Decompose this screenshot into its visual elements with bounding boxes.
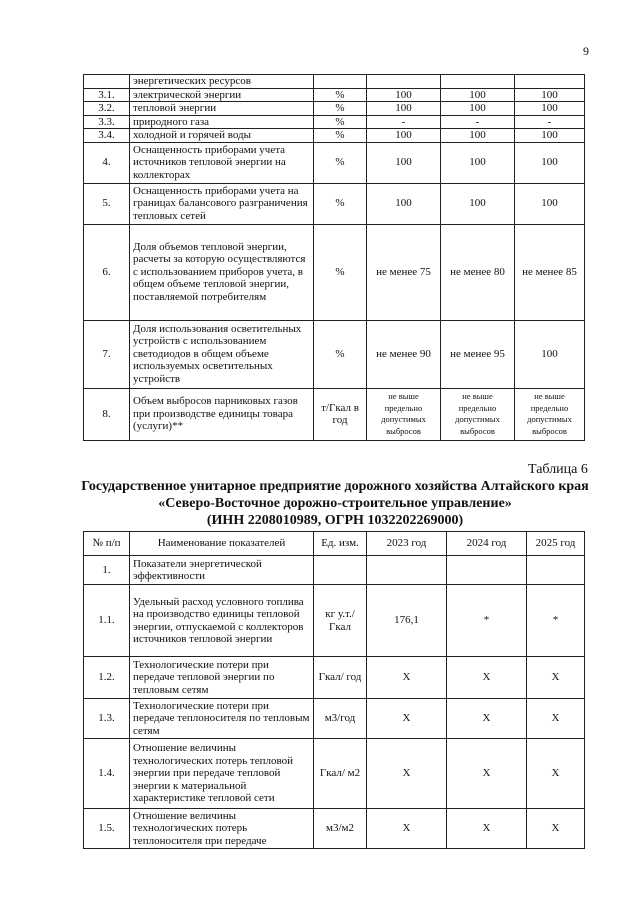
row-num: 1.5. — [84, 809, 130, 849]
header-2025: 2025 год — [527, 532, 585, 556]
row-2025: не менее 85 — [515, 224, 585, 320]
row-unit: % — [314, 129, 367, 143]
row-name: холодной и горячей воды — [130, 129, 314, 143]
row-unit: % — [314, 142, 367, 183]
row-2023: не менее 90 — [367, 320, 441, 388]
row-2024 — [447, 556, 527, 585]
row-num: 3.2. — [84, 102, 130, 116]
row-unit — [314, 556, 367, 585]
row-2025: Х — [527, 657, 585, 699]
row-2025: 100 — [515, 102, 585, 116]
row-name: тепловой энергии — [130, 102, 314, 116]
row-name: Оснащенность приборами учета на границах балансового разграничения тепловых сетей — [130, 183, 314, 224]
row-unit: Гкал/ год — [314, 657, 367, 699]
row-num: 7. — [84, 320, 130, 388]
page-number: 9 — [583, 44, 589, 58]
row-name: Отношение величины технологических потерь теплоносителя при передаче — [130, 809, 314, 849]
row-2024: 100 — [441, 142, 515, 183]
row-name: Объем выбросов парниковых газов при производстве единицы товара (услуги)** — [130, 388, 314, 440]
row-2023: Х — [367, 657, 447, 699]
org-name: Государственное унитарное предприятие дорожного хозяйства Алтайского края «Северо-Восточное дорожно-строительное управление» — [81, 479, 589, 511]
table-row — [84, 320, 585, 388]
row-2023: 100 — [367, 183, 441, 224]
row-unit: кг у.т./ Гкал — [314, 585, 367, 657]
row-2024: 100 — [441, 88, 515, 102]
table-continued — [83, 74, 585, 441]
table-row — [84, 102, 585, 116]
row-num: 1. — [84, 556, 130, 585]
row-2025: - — [515, 115, 585, 129]
row-num: 6. — [84, 224, 130, 320]
row-2025: 100 — [515, 320, 585, 388]
row-unit: % — [314, 102, 367, 116]
row-2025: Х — [527, 739, 585, 809]
row-2025: Х — [527, 809, 585, 849]
table-row — [84, 388, 585, 440]
row-unit: м3/год — [314, 699, 367, 739]
org-ids: (ИНН 2208010989, ОГРН 1032202269000) — [206, 513, 464, 528]
header-name: Наименование показателей — [130, 532, 314, 556]
row-name: Доля использования осветительных устройств с использованием светодиодов в общем объеме используемых осветительных устройств — [130, 320, 314, 388]
table-row — [84, 224, 585, 320]
row-unit: % — [314, 224, 367, 320]
row-num: 3.1. — [84, 88, 130, 102]
row-num: 1.2. — [84, 657, 130, 699]
table-row — [84, 585, 585, 657]
row-name: природного газа — [130, 115, 314, 129]
table-header — [84, 532, 585, 556]
row-2023: Х — [367, 809, 447, 849]
header-2024: 2024 год — [447, 532, 527, 556]
table-row — [84, 657, 585, 699]
row-2024: Х — [447, 657, 527, 699]
row-name: Отношение величины технологических потерь тепловой энергии при передаче тепловой энергии к материальной характеристике тепловой сети — [130, 739, 314, 809]
row-name: электрической энергии — [130, 88, 314, 102]
row-2025: 100 — [515, 129, 585, 143]
row-num: 4. — [84, 142, 130, 183]
org-title — [80, 478, 590, 529]
row-num: 3.4. — [84, 129, 130, 143]
row-2023: 100 — [367, 102, 441, 116]
row-num: 3.3. — [84, 115, 130, 129]
row-2025: 100 — [515, 183, 585, 224]
table-row — [84, 75, 585, 89]
row-2025: Х — [527, 699, 585, 739]
row-num: 1.4. — [84, 739, 130, 809]
header-2023: 2023 год — [367, 532, 447, 556]
row-name: Удельный расход условного топлива на производство единицы тепловой энергии, отпускаемой с коллекторов источников тепловой энергии — [130, 585, 314, 657]
row-num — [84, 75, 130, 89]
row-2023: Х — [367, 739, 447, 809]
row-unit — [314, 75, 367, 89]
row-2023: 100 — [367, 142, 441, 183]
row-unit: % — [314, 183, 367, 224]
row-2024: 100 — [441, 183, 515, 224]
row-2023: 100 — [367, 129, 441, 143]
row-2023: Х — [367, 699, 447, 739]
row-name: Доля объемов тепловой энергии, расчеты за которую осуществляются с использованием приборов учета, в общем объеме тепловой энергии, поставляемой потребителям — [130, 224, 314, 320]
row-unit: т/Гкал в год — [314, 388, 367, 440]
row-name: Оснащенность приборами учета источников тепловой энергии на коллекторах — [130, 142, 314, 183]
row-unit: % — [314, 115, 367, 129]
table-row — [84, 142, 585, 183]
row-2024: - — [441, 115, 515, 129]
table-row — [84, 88, 585, 102]
row-2023: 100 — [367, 88, 441, 102]
row-2024: Х — [447, 809, 527, 849]
row-2024: не менее 95 — [441, 320, 515, 388]
row-2025 — [527, 556, 585, 585]
table-row — [84, 809, 585, 849]
header-unit: Ед. изм. — [314, 532, 367, 556]
row-2023: 176,1 — [367, 585, 447, 657]
row-2023 — [367, 75, 441, 89]
table-label: Таблица 6 — [528, 462, 588, 477]
row-unit: м3/м2 — [314, 809, 367, 849]
row-2025: 100 — [515, 88, 585, 102]
table-row — [84, 739, 585, 809]
row-2023 — [367, 556, 447, 585]
row-unit: % — [314, 88, 367, 102]
row-unit: Гкал/ м2 — [314, 739, 367, 809]
row-num: 5. — [84, 183, 130, 224]
row-2024 — [441, 75, 515, 89]
row-name: Показатели энергетической эффективности — [130, 556, 314, 585]
table-row — [84, 556, 585, 585]
row-num: 8. — [84, 388, 130, 440]
table-6 — [83, 531, 585, 849]
row-2024: * — [447, 585, 527, 657]
row-2024: 100 — [441, 102, 515, 116]
row-2024: Х — [447, 739, 527, 809]
row-2024: Х — [447, 699, 527, 739]
row-2024: 100 — [441, 129, 515, 143]
row-2025: не выше предельно допустимых выбросов — [515, 388, 585, 440]
table-row — [84, 129, 585, 143]
row-name: энергетических ресурсов — [130, 75, 314, 89]
row-num: 1.3. — [84, 699, 130, 739]
row-2023: не менее 75 — [367, 224, 441, 320]
row-num: 1.1. — [84, 585, 130, 657]
row-2025: 100 — [515, 142, 585, 183]
table-row — [84, 115, 585, 129]
table-row — [84, 699, 585, 739]
row-name: Технологические потери при передаче теплоносителя по тепловым сетям — [130, 699, 314, 739]
header-num: № п/п — [84, 532, 130, 556]
row-2024: не выше предельно допустимых выбросов — [441, 388, 515, 440]
table-row — [84, 183, 585, 224]
row-2024: не менее 80 — [441, 224, 515, 320]
row-2025: * — [527, 585, 585, 657]
row-2023: не выше предельно допустимых выбросов — [367, 388, 441, 440]
row-2025 — [515, 75, 585, 89]
row-name: Технологические потери при передаче тепловой энергии по тепловым сетям — [130, 657, 314, 699]
row-unit: % — [314, 320, 367, 388]
row-2023: - — [367, 115, 441, 129]
